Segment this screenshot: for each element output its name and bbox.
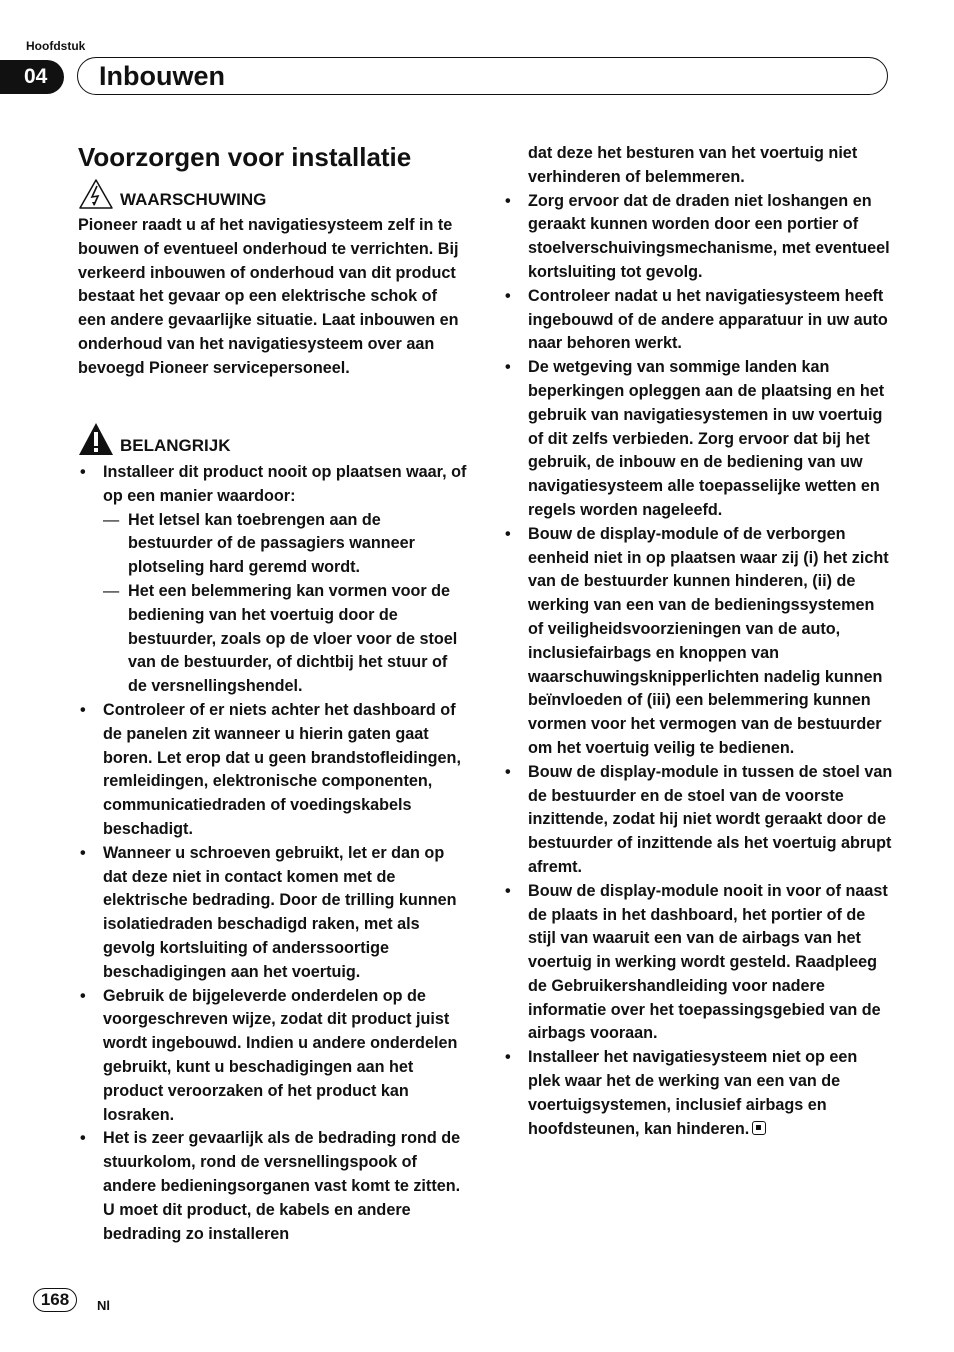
list-item: • Gebruik de bijgeleverde onderdelen op de voorgeschreven wijze, zodat dit product juist wordt ingebouwd. Indien u andere onderdelen gebruikt, kunt u beschadigingen aan het product veroorzaken of het product kan losraken. <box>78 985 468 1128</box>
list-item: • De wetgeving van sommige landen kan beperkingen opleggen aan de plaatsing en het gebruik van navigatiesystemen in uw voertuig of dit zelfs verbieden. Zorg ervoor dat bij het gebruik, de inbouw en de bediening van uw navigatiesysteem alle toepasselijke wetten en regels worden nageleefd. <box>503 356 893 523</box>
list-item: • Controleer of er niets achter het dashboard of de panelen zit wanneer u hierin gaten gaat boren. Let erop dat u geen brandstofleidingen, remleidingen, elektronische componenten, communicatiedraden of voedingskabels beschadigt. <box>78 699 468 842</box>
important-list-continued <box>503 190 893 1142</box>
important-list <box>78 461 468 1246</box>
page-number: 168 <box>33 1288 77 1312</box>
left-column <box>78 461 468 1246</box>
chapter-number: 04 <box>0 60 64 94</box>
important-exclamation-icon <box>78 422 114 456</box>
sub-list-item: — Het letsel kan toebrengen aan de bestuurder of de passagiers wanneer plotseling hard geremd wordt. <box>103 509 468 580</box>
list-item: • Wanneer u schroeven gebruikt, let er dan op dat deze niet in contact komen met de elektrische bedrading. Door de trilling kunnen isolatiedraden beschadigd raken, met als gevolg kortsluiting of anderssoortige beschadigingen aan het voertuig. <box>78 842 468 985</box>
list-item <box>78 461 468 699</box>
list-item: • Bouw de display-module in tussen de stoel van de bestuurder en de stoel van de voorste inzittende, zodat hij niet wordt geraakt door de bestuurder of inzittende als het voertuig abrupt afremt. <box>503 761 893 880</box>
continuation-text: dat deze het besturen van het voertuig niet verhinderen of belemmeren. <box>528 144 858 186</box>
sub-list <box>103 509 468 699</box>
warning-text: Pioneer raadt u af het navigatiesysteem zelf in te bouwen of eventueel onderhoud te verrichten. Bij verkeerd inbouwen of onderhoud van dit product bestaat het gevaar op een elektrische schok of een andere gevaarlijke situatie. Laat inbouwen en onderhoud van het navigatiesysteem over aan bevoegd Pioneer servicepersoneel. <box>78 216 459 377</box>
warning-heading <box>78 178 266 210</box>
end-of-section-icon <box>752 1121 766 1135</box>
list-item-text: Installeer dit product nooit op plaatsen waar, of op een manier waardoor: <box>103 463 467 505</box>
sub-list-item: — Het een belemmering kan vormen voor de bediening van het voertuig door de bestuurder, zoals op de vloer voor de stoel van de bestuurder, of dichtbij het stuur of de versnellingshendel. <box>103 580 468 699</box>
chapter-label: Hoofdstuk <box>26 39 86 53</box>
list-item <box>503 1046 893 1141</box>
important-heading <box>78 422 231 456</box>
warning-label: WAARSCHUWING <box>120 190 267 209</box>
section-title: Voorzorgen voor installatie <box>78 142 412 172</box>
warning-lightning-icon <box>78 178 114 210</box>
list-item: • Controleer nadat u het navigatiesysteem heeft ingebouwd of de andere apparatuur in uw auto naar behoren werkt. <box>503 285 893 356</box>
list-item: • Bouw de display-module nooit in voor of naast de plaats in het dashboard, het portier of de stijl van waaruit een van de airbags van het voertuig in werking wordt gesteld. Raadpleeg de Gebruikershandleiding voor nadere informatie over het toepassingsgebied van de airbags vooraan. <box>503 880 893 1047</box>
right-column <box>503 142 893 1141</box>
list-item: • Zorg ervoor dat de draden niet loshangen en geraakt kunnen worden door een portier of stoelverschuivingsmechanisme, met eventueel kortsluiting tot gevolg. <box>503 190 893 285</box>
important-label: BELANGRIJK <box>120 436 231 455</box>
language-code: Nl <box>97 1298 110 1313</box>
list-item: • Het is zeer gevaarlijk als de bedrading rond de stuurkolom, rond de versnellingspook of andere bedieningsorganen vast komt te zitten. U moet dit product, de kabels en andere bedrading zo installeren <box>78 1127 468 1246</box>
chapter-title: Inbouwen <box>99 61 225 91</box>
list-item-text: Installeer het navigatiesysteem niet op een plek waar het de werking van een van de voertuigsystemen, inclusief airbags en hoofdsteunen, kan hinderen. <box>528 1048 858 1138</box>
list-item: • Bouw de display-module of de verborgen eenheid niet in op plaatsen waar zij (i) het zicht van de bestuurder kunnen hinderen, (ii) de werking van een van de bedieningssystemen of veiligheidsvoorzieningen van de auto, inclusiefairbags en knoppen van waarschuwingsknipperlichten nadelig kunnen beïnvloeden of (iii) een belemmering kunnen vormen voor het vermogen van de bestuurder om het voertuig veilig te bedienen. <box>503 523 893 761</box>
